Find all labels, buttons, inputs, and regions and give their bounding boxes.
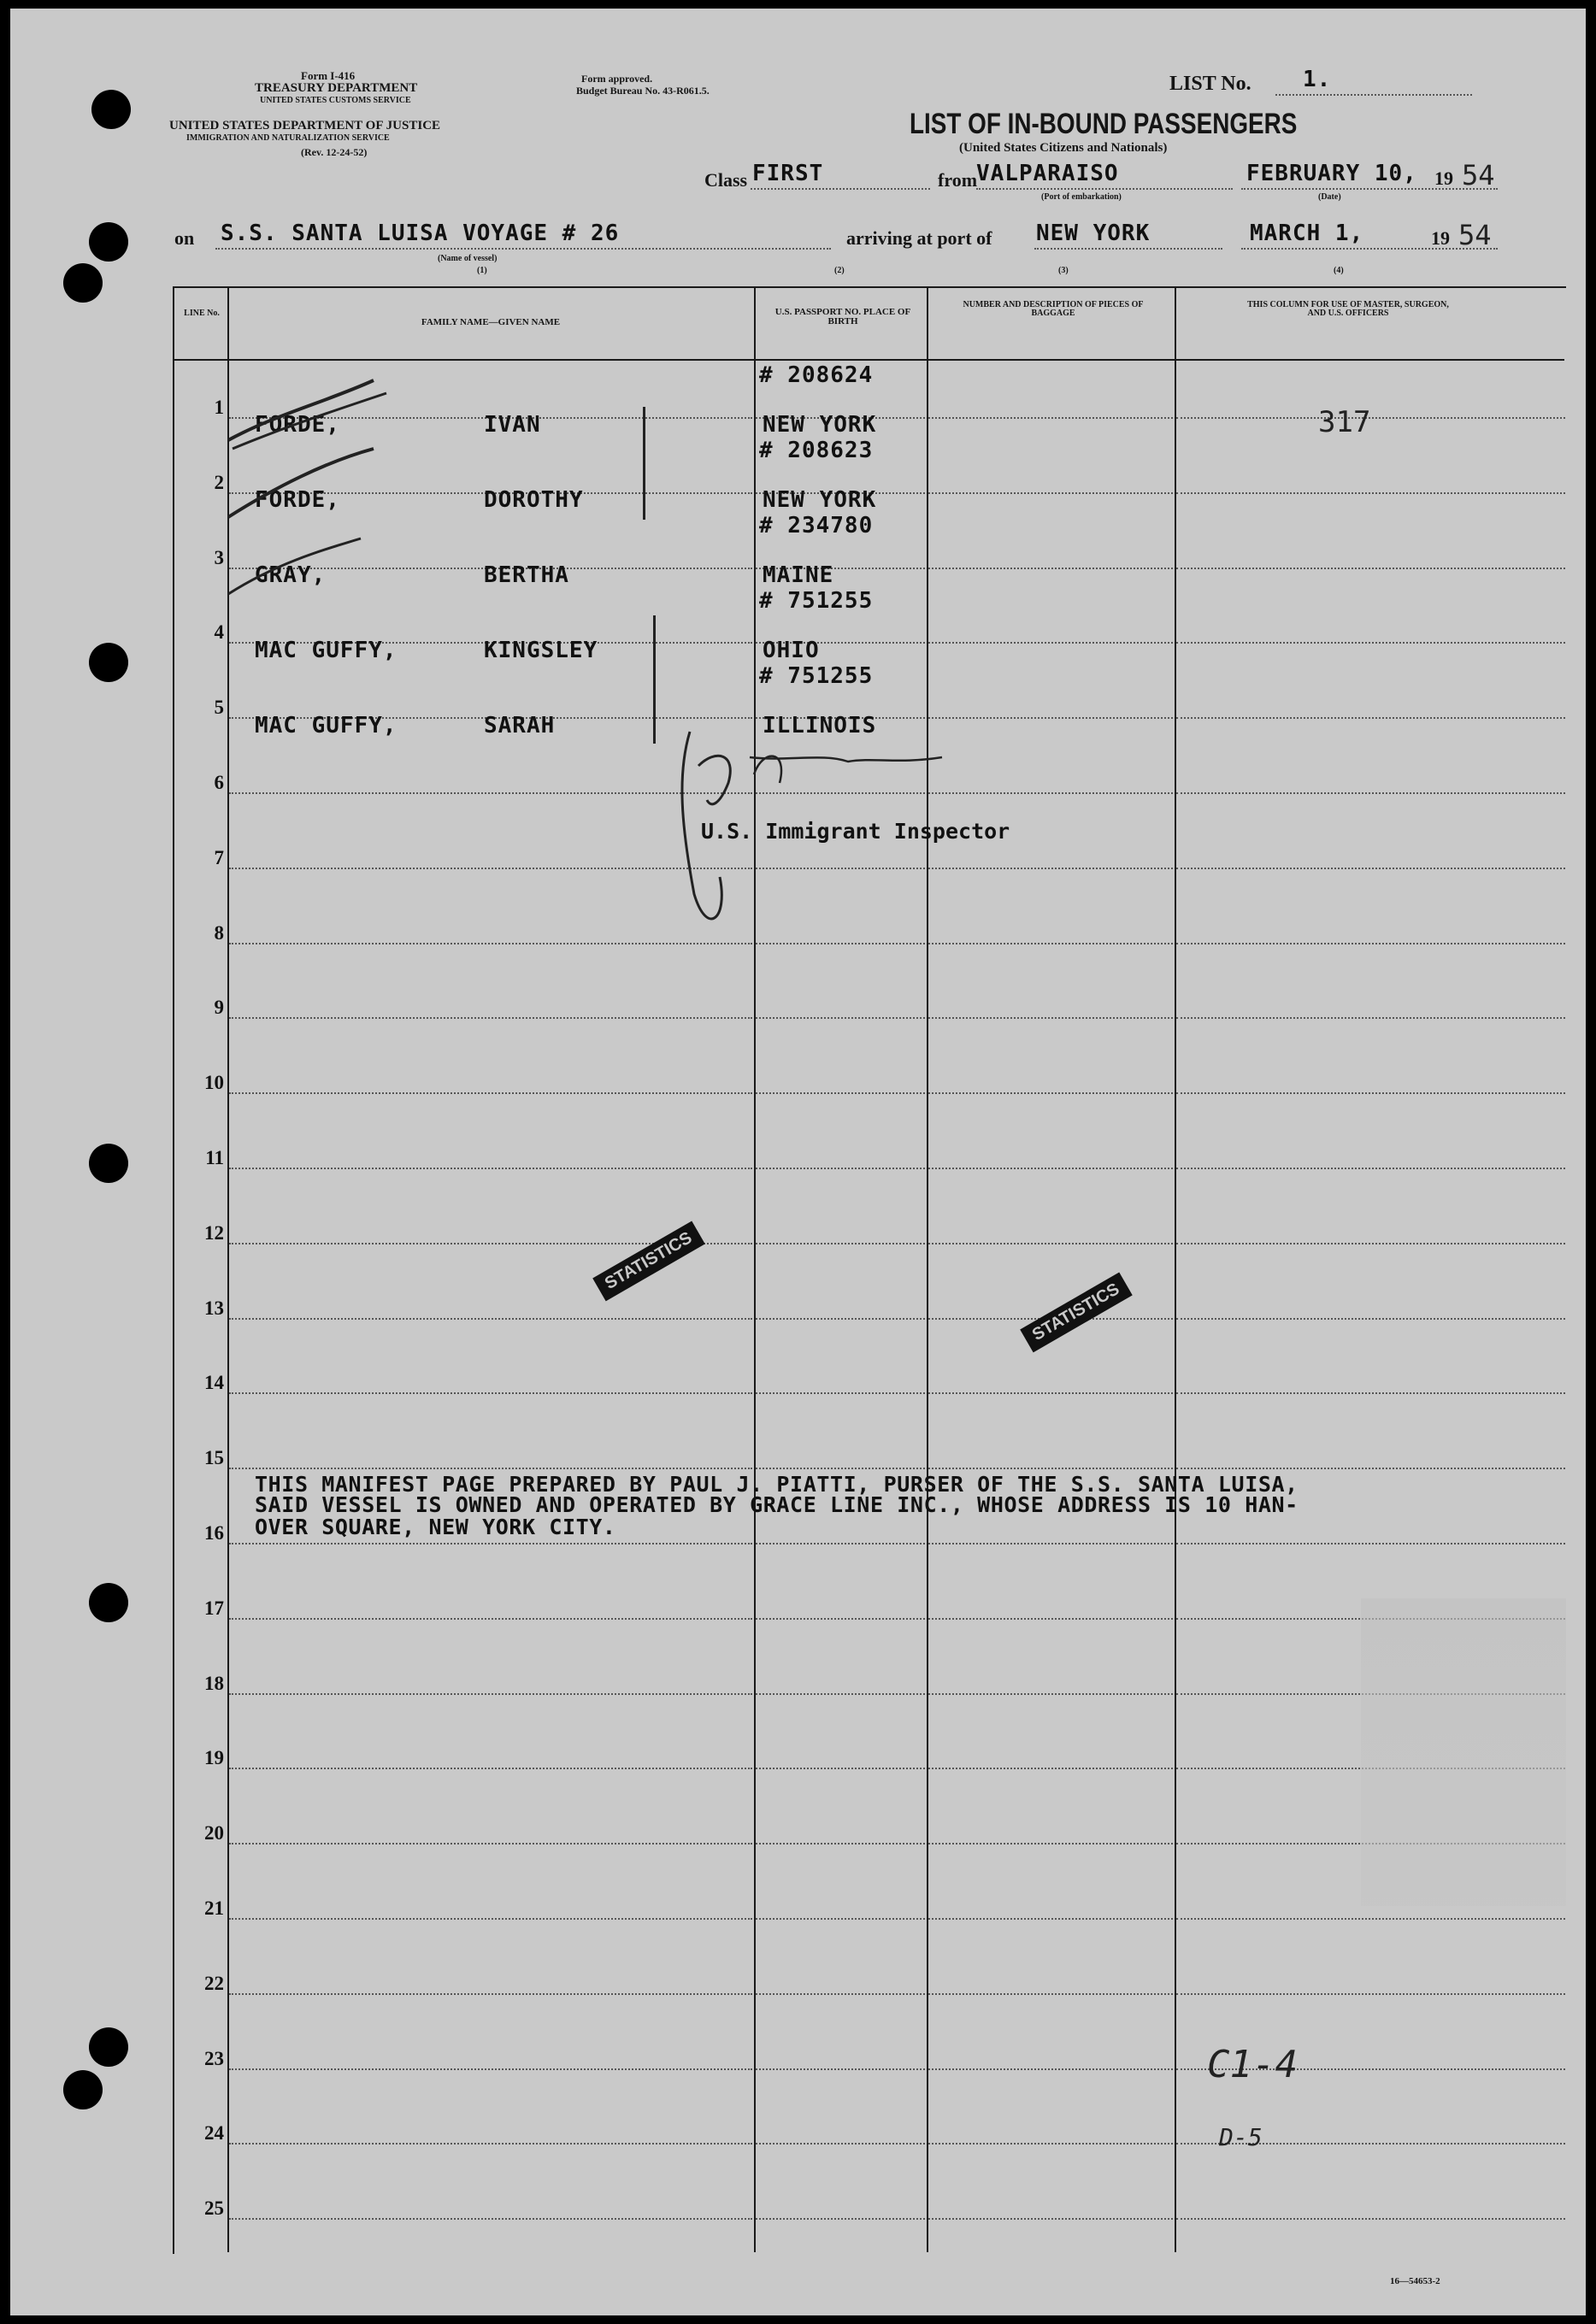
family-name: FORDE, [255,487,340,513]
passport-number: # 208623 [759,438,874,463]
given-name: SARAH [484,713,556,738]
vessel-name: S.S. SANTA LUISA VOYAGE # 26 [221,221,620,246]
given-name: KINGSLEY [484,638,598,663]
row-rule [928,1843,1173,1844]
row-rule [229,2218,752,2220]
row-rule [1176,417,1565,419]
footer-code: 16—54653-2 [1390,2276,1440,2286]
line-number: 14 [204,1372,224,1394]
row-rule [229,1092,752,1094]
row-rule [1176,1318,1565,1320]
row-rule [229,1843,752,1844]
place-of-birth: OHIO [763,638,820,663]
given-name: IVAN [484,412,541,438]
place-of-birth: ILLINOIS [763,713,877,738]
family-bracket [643,407,645,520]
row-rule [229,1543,752,1544]
row-rule [756,1993,925,1995]
line-number: 16 [204,1522,224,1544]
row-rule [229,2143,752,2145]
row-rule [756,1318,925,1320]
vessel-caption: (Name of vessel) [438,254,498,263]
handwritten-note: D-5 [1219,2123,1263,2151]
arriving-label: arriving at port of [846,227,992,249]
departure-year-prefix: 19 [1434,168,1453,189]
row-rule [756,1693,925,1695]
row-rule [1176,492,1565,494]
row-rule [928,417,1173,419]
row-rule [756,2068,925,2070]
form-number: Form I-416 [301,69,356,82]
row-rule [756,1843,925,1844]
family-name: GRAY, [255,562,327,588]
caption-3: (3) [1058,266,1069,275]
passport-number: # 234780 [759,513,874,538]
col-header-name: FAMILY NAME—GIVEN NAME [421,317,561,327]
row-rule [928,1918,1173,1920]
officer-note: 317 [1318,405,1371,439]
budget-bureau: Budget Bureau No. 43-R061.5. [576,85,710,97]
document-subtitle: (United States Citizens and Nationals) [959,141,1168,155]
col-header-line: LINE No. [184,309,220,318]
row-rule [229,1017,752,1019]
port-of-embarkation: VALPARAISO [976,161,1119,186]
row-rule [229,1768,752,1769]
bleed-through [1361,1598,1566,1906]
col-header-baggage: NUMBER AND DESCRIPTION OF PIECES OF BAGGAGE [963,300,1144,318]
line-number: 20 [204,1822,224,1844]
given-name: BERTHA [484,562,569,588]
row-rule [1176,868,1565,869]
punch-hole [89,1144,128,1183]
handwritten-note: C1-4 [1207,2043,1298,2086]
col-header-officers: THIS COLUMN FOR USE OF MASTER, SURGEON, AND U.S. OFFICERS [1247,300,1449,318]
line-number: 17 [204,1597,224,1619]
row-rule [1176,642,1565,644]
place-of-birth: NEW YORK [763,487,877,513]
row-rule [928,1017,1173,1019]
row-rule [756,1468,925,1469]
passport-number: # 751255 [759,588,874,614]
row-rule [1176,1392,1565,1394]
punch-hole [63,263,103,303]
row-rule [1176,1993,1565,1995]
treasury-dept: TREASURY DEPARTMENT [255,81,418,95]
row-rule [756,1543,925,1544]
row-rule [1176,1092,1565,1094]
row-rule [1176,792,1565,794]
row-rule [1176,1918,1565,1920]
purser-statement: OVER SQUARE, NEW YORK CITY. [255,1515,616,1539]
statistics-stamp: STATISTICS [1020,1273,1132,1353]
class-label: Class [704,169,748,191]
punch-hole [89,2027,128,2067]
line-number: 11 [205,1147,224,1168]
row-rule [229,1618,752,1620]
punch-hole [89,222,128,262]
family-name: MAC GUFFY, [255,713,398,738]
on-label: on [174,227,195,249]
from-label: from [938,169,978,191]
row-rule [756,1017,925,1019]
customs-service: UNITED STATES CUSTOMS SERVICE [260,96,411,105]
place-of-birth: MAINE [763,562,834,588]
check-marks [224,368,446,607]
row-rule [756,1768,925,1769]
family-bracket [653,615,656,744]
row-rule [928,1092,1173,1094]
row-rule [928,1768,1173,1769]
line-number: 9 [214,997,224,1019]
row-rule [928,1168,1173,1169]
line-number: 8 [214,921,224,944]
line-number: 7 [214,846,224,868]
row-rule [1176,943,1565,944]
row-rule [928,568,1173,569]
row-rule [928,717,1173,719]
family-name: FORDE, [255,412,340,438]
row-rule [928,1243,1173,1244]
line-number: 1 [214,397,224,418]
passport-number: # 208624 [759,362,874,388]
statistics-stamp: STATISTICS [592,1221,704,1302]
line-number: 15 [204,1447,224,1469]
given-name: DOROTHY [484,487,584,513]
row-rule [1176,1168,1565,1169]
line-number: 12 [204,1221,224,1244]
departure-date: FEBRUARY 10, [1246,161,1417,186]
row-rule [756,1092,925,1094]
row-rule [1176,717,1565,719]
row-rule [756,2218,925,2220]
row-rule [928,1392,1173,1394]
line-number: 22 [204,1972,224,1994]
line-number: 24 [204,2122,224,2145]
row-rule [928,2143,1173,2145]
row-rule [1176,2218,1565,2220]
row-rule [756,1618,925,1620]
arrival-date: MARCH 1, [1250,221,1364,246]
line-number: 19 [204,1747,224,1769]
row-rule [229,1693,752,1695]
row-rule [756,1168,925,1169]
row-rule [1176,1017,1565,1019]
line-number: 13 [204,1297,224,1319]
line-number: 10 [204,1072,224,1094]
place-of-birth: NEW YORK [763,412,877,438]
class-value: FIRST [752,161,824,186]
arrival-year: 54 [1458,219,1492,251]
line-number: 25 [204,2198,224,2220]
row-rule [229,1918,752,1920]
line-number: 5 [214,697,224,719]
row-rule [1176,1468,1565,1469]
punch-hole [91,90,131,129]
row-rule [928,2068,1173,2070]
manifest-sheet [10,9,1586,2315]
row-rule [1176,1543,1565,1544]
line-number: 23 [204,2047,224,2069]
col-header-passport: U.S. PASSPORT NO. PLACE OF BIRTH [774,307,911,327]
punch-hole [89,643,128,682]
row-rule [756,1392,925,1394]
row-rule [756,1243,925,1244]
row-rule [229,1468,752,1469]
ins-service: IMMIGRATION AND NATURALIZATION SERVICE [186,133,390,143]
row-rule [928,642,1173,644]
passport-number: # 751255 [759,663,874,689]
purser-statement: THIS MANIFEST PAGE PREPARED BY PAUL J. PIATTI, PURSER OF THE S.S. SANTA LUISA, [255,1472,1299,1497]
line-number: 21 [204,1897,224,1919]
row-rule [229,1392,752,1394]
family-name: MAC GUFFY, [255,638,398,663]
row-rule [928,2218,1173,2220]
row-rule [1176,568,1565,569]
list-label: LIST No. [1169,73,1251,95]
punch-hole [89,1583,128,1622]
revision-date: (Rev. 12-24-52) [301,146,368,158]
arrival-port: NEW YORK [1036,221,1151,246]
port-caption: (Port of embarkation) [1041,192,1122,202]
row-rule [1176,1243,1565,1244]
row-rule [229,1168,752,1169]
row-rule [928,492,1173,494]
row-rule [928,1543,1173,1544]
row-rule [229,1993,752,1995]
arrival-year-prefix: 19 [1431,227,1450,249]
punch-hole [63,2070,103,2109]
row-rule [928,1618,1173,1620]
row-rule [928,1468,1173,1469]
caption-1: (1) [477,266,487,275]
inspector-stamp: U.S. Immigrant Inspector [701,819,1010,844]
line-number: 18 [204,1672,224,1694]
row-rule [229,1318,752,1320]
document-title: LIST OF IN-BOUND PASSENGERS [910,108,1298,140]
line-number: 4 [214,621,224,644]
departure-year: 54 [1462,159,1495,191]
line-number: 3 [214,546,224,568]
line-number: 6 [214,772,224,793]
caption-4: (4) [1334,266,1344,275]
row-rule [928,1993,1173,1995]
justice-dept: UNITED STATES DEPARTMENT OF JUSTICE [169,119,441,132]
row-rule [756,2143,925,2145]
row-rule [756,1918,925,1920]
caption-2: (2) [834,266,845,275]
row-rule [229,2068,752,2070]
line-number: 2 [214,471,224,493]
list-number: 1. [1303,67,1332,92]
row-rule [928,1693,1173,1695]
purser-statement: SAID VESSEL IS OWNED AND OPERATED BY GRACE LINE INC., WHOSE ADDRESS IS 10 HAN- [255,1492,1299,1517]
date-caption: (Date) [1318,192,1341,202]
form-approved: Form approved. [581,73,653,85]
